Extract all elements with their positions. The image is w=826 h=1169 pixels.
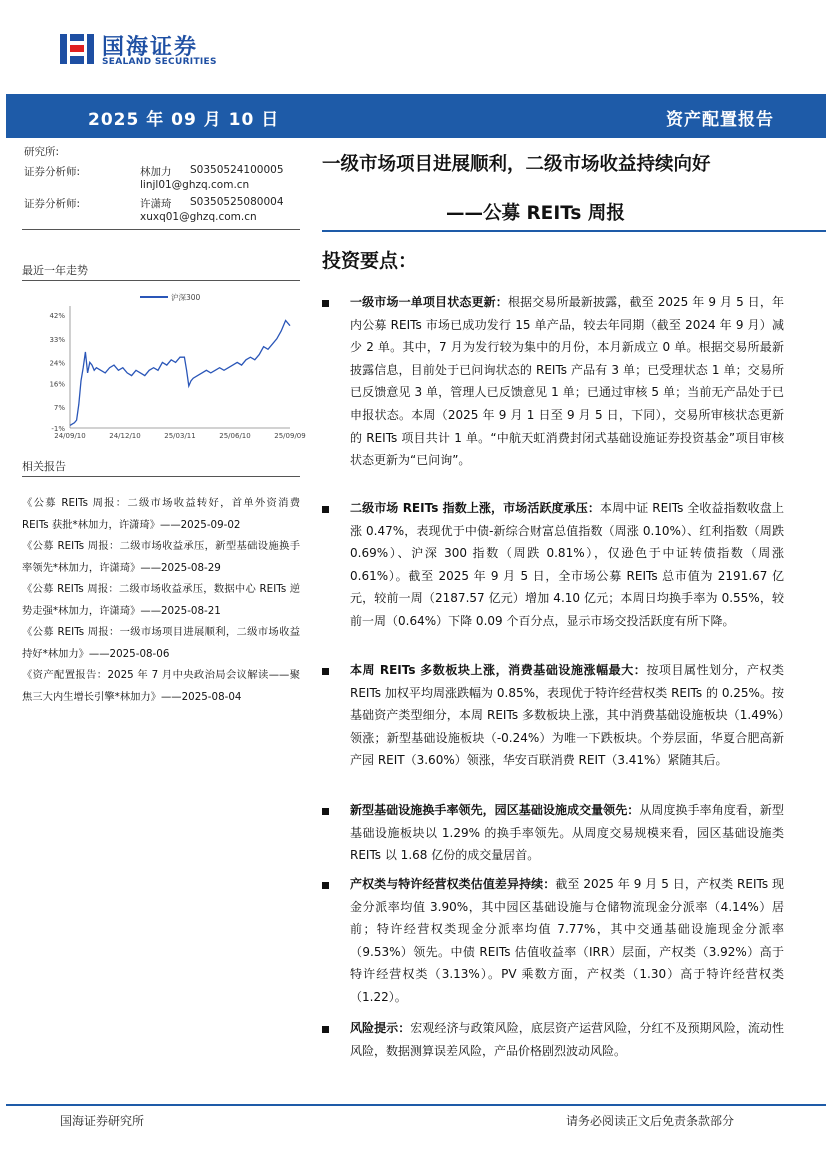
bullet-square-icon bbox=[322, 1026, 329, 1033]
y-tick-label: 33% bbox=[49, 335, 65, 344]
key-point-risk bbox=[322, 1017, 784, 1062]
company-logo bbox=[58, 28, 248, 70]
related-item[interactable]: 《公募 REITs 周报：二级市场收益承压，数据中心 REITs 逆势走强*林加力，许潇琦》——2025-08-21 bbox=[22, 583, 300, 617]
institute-label: 研究所: bbox=[24, 146, 60, 158]
trend-chart bbox=[22, 286, 306, 444]
related-item[interactable]: 《资产配置报告：2025 年 7 月中央政治局会议解读——聚焦三大内生增长引擎*林加力》——2025-08-04 bbox=[22, 669, 300, 703]
footer-divider bbox=[6, 1104, 826, 1106]
x-tick-label: 25/03/11 bbox=[164, 432, 196, 440]
y-tick-label: -1% bbox=[51, 425, 65, 433]
y-tick-label: 16% bbox=[49, 380, 65, 389]
analyst-1-label: 证券分析师: bbox=[24, 166, 81, 178]
bullet-square-icon bbox=[322, 808, 329, 815]
bullet-square-icon bbox=[322, 506, 329, 513]
key-point-head: 风险提示： bbox=[350, 1021, 411, 1035]
analyst-1-name: 林加力 bbox=[140, 166, 172, 178]
related-item[interactable]: 《公募 REITs 周报：一级市场项目进展顺利，二级市场收益持好*林加力》——2025-08-06 bbox=[22, 626, 300, 660]
divider bbox=[22, 229, 300, 230]
logo-text-en: SEALAND SECURITIES bbox=[102, 57, 217, 67]
report-subtitle: ——公募 REITs 周报 bbox=[446, 203, 625, 224]
key-point-3 bbox=[322, 659, 784, 772]
key-point-1 bbox=[322, 291, 784, 472]
chart-legend bbox=[140, 292, 201, 302]
related-item[interactable]: 《公募 REITs 周报：二级市场收益承压，新型基础设施换手率领先*林加力，许潇琦》——2025-08-29 bbox=[22, 540, 300, 574]
divider bbox=[22, 476, 300, 477]
key-point-body: 按项目属性划分，产权类 REITs 加权平均周涨跌幅为 0.85%，表现优于特许经营权类 REITs 的 0.25%。按基础资产类型细分，本周 REITs 多数板块上涨，其中消费基础设施板块（1.49%）领涨；新型基础设施板块（-0.24%）为唯一下跌板块。个券层面，华夏合肥高新产园 REIT（3.60%）领涨，华安百联消费 REIT（3.41%）紧随其后。 bbox=[350, 663, 784, 768]
key-point-body: 截至 2025 年 9 月 5 日，产权类 REITs 现金分派率均值 3.90%，其中园区基础设施与仓储物流现金分派率（4.14%）居前；特许经营权类现金分派率均值 7.77%，其中交通基础设施现金分派率（9.53%）领先。中债 REITs 估值收益率（IRR）层面，产权类（3.92%）高于特许经营权类（3.13%）。PV 乘数方面，产权类（1.30）高于特许经营权类（1.22）。 bbox=[350, 877, 784, 1004]
header-bar bbox=[6, 94, 826, 138]
key-point-body: 本周中证 REITs 全收益指数收盘上涨 0.47%，表现优于中债-新综合财富总值指数（周涨 0.10%）、红利指数（周跌 0.69%）、沪深 300 指数（周跌 0.81%），仅逊色于中证转债指数（周涨 0.61%）。截至 2025 年 9 月 5 日，全市场公募 REITs 总市值为 2191.67 亿元，较前一周（2187.57 亿元）增加 4.10 亿元；本周日均换手率为 0.55%，较前一周（0.64%）下降 0.09 个百分点，显示市场交投活跃度有所下降。 bbox=[350, 501, 784, 628]
report-title: 一级市场项目进展顺利，二级市场收益持续向好 bbox=[322, 154, 711, 175]
report-type: 资产配置报告 bbox=[666, 110, 774, 130]
key-point-head: 本周 REITs 多数板块上涨，消费基础设施涨幅最大： bbox=[350, 663, 647, 677]
key-point-4 bbox=[322, 799, 784, 867]
analyst-2-name: 许潇琦 bbox=[140, 198, 172, 210]
related-item[interactable]: 《公募 REITs 周报：二级市场收益转好，首单外资消费 REITs 获批*林加力，许潇琦》——2025-09-02 bbox=[22, 497, 300, 531]
key-point-5 bbox=[322, 873, 784, 1009]
footer-left: 国海证券研究所 bbox=[60, 1114, 145, 1128]
key-points-heading: 投资要点： bbox=[322, 250, 418, 272]
logo-mark-icon bbox=[58, 30, 96, 68]
legend-label: 沪深300 bbox=[171, 293, 201, 302]
logo-text-cn: 国海证券 bbox=[102, 35, 199, 60]
chart-line-layer bbox=[70, 321, 290, 426]
key-point-head: 产权类与特许经营权类估值差异持续： bbox=[350, 877, 556, 891]
bullet-square-icon bbox=[322, 668, 329, 675]
x-tick-label: 24/09/10 bbox=[54, 432, 86, 440]
key-point-head: 一级市场一单项目状态更新： bbox=[350, 295, 508, 309]
y-tick-label: 24% bbox=[49, 359, 65, 368]
key-point-body: 根据交易所最新披露，截至 2025 年 9 月 5 日，年内公募 REITs 市场已成功发行 15 单产品，较去年同期（截至 2024 年 9 月）减少 2 单。其中，7 月为发行较为集中的月份，本月新成立 0 单。根据交易所最新披露信息，目前处于已问询状态的 REITs 产品有 3 单；已受理状态 1 单；交易所已反馈意见 3 单，管理人已反馈意见 1 单；已通过审核 5 单；当前无产品处于已申报状态。本周（2025 年 9 月 1 日至 9 月 5 日，下同），交易所审核状态更新的 REITs 项目共计 1 单。“中航天虹消费封闭式基础设施证券投资基金”项目审核状态更新为“已问询”。 bbox=[350, 295, 784, 468]
divider bbox=[22, 280, 300, 281]
chart-labels bbox=[49, 312, 305, 440]
analyst-2-label: 证券分析师: bbox=[24, 198, 81, 210]
related-list bbox=[22, 493, 300, 708]
title-divider bbox=[322, 230, 826, 232]
key-point-head: 二级市场 REITs 指数上涨，市场活跃度承压： bbox=[350, 501, 600, 515]
x-tick-label: 24/12/10 bbox=[109, 432, 141, 440]
trend-heading: 最近一年走势 bbox=[22, 264, 88, 277]
y-tick-label: 42% bbox=[49, 312, 65, 321]
analyst-2-email[interactable]: xuxq01@ghzq.com.cn bbox=[140, 211, 257, 223]
related-heading: 相关报告 bbox=[22, 460, 66, 473]
key-point-body: 从周度换手率角度看，新型基础设施板块以 1.29% 的换手率领先。从周度交易规模来看，园区基础设施类 REITs 以 1.68 亿份的成交量居首。 bbox=[350, 803, 784, 863]
series-line-hs300 bbox=[70, 321, 290, 426]
key-point-2 bbox=[322, 497, 784, 633]
x-tick-label: 25/09/09 bbox=[274, 432, 306, 440]
chart-axes bbox=[70, 306, 290, 428]
y-tick-label: 7% bbox=[53, 404, 65, 413]
key-point-body: 宏观经济与政策风险，底层资产运营风险，分红不及预期风险，流动性风险，数据测算误差风险，产品价格剧烈波动风险。 bbox=[350, 1021, 784, 1058]
x-tick-label: 25/06/10 bbox=[219, 432, 251, 440]
bullet-square-icon bbox=[322, 882, 329, 889]
report-date: 2025 年 09 月 10 日 bbox=[88, 110, 280, 130]
analyst-1-email[interactable]: linjl01@ghzq.com.cn bbox=[140, 179, 250, 191]
key-point-head: 新型基础设施换手率领先，园区基础设施成交量领先： bbox=[350, 803, 640, 817]
analyst-2-license: S0350525080004 bbox=[190, 196, 284, 208]
analyst-1-license: S0350524100005 bbox=[190, 164, 284, 176]
bullet-square-icon bbox=[322, 300, 329, 307]
footer-right: 请务必阅读正文后免责条款部分 bbox=[566, 1114, 735, 1128]
